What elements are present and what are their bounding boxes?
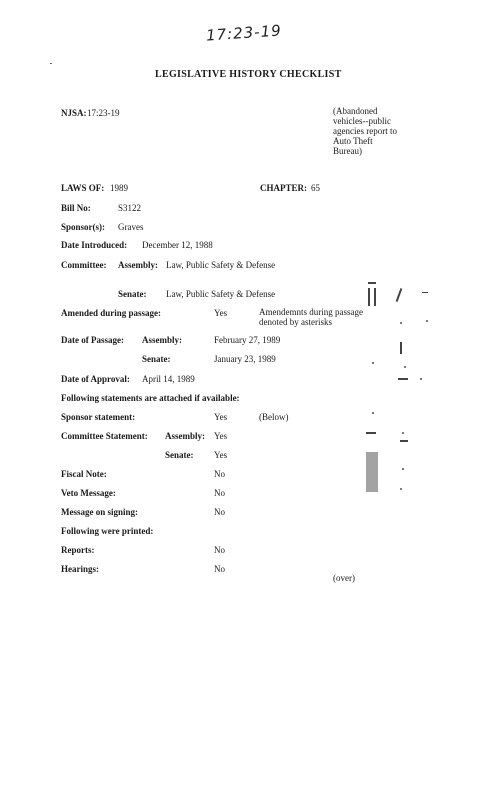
sponsor-statement-note: (Below) bbox=[259, 412, 289, 422]
laws-of-value: 1989 bbox=[110, 183, 128, 193]
passage-senate-label: Senate: bbox=[142, 354, 171, 364]
sponsors-value: Graves bbox=[118, 222, 144, 232]
committee-label: Committee: bbox=[61, 260, 107, 270]
passage-assembly-value: February 27, 1989 bbox=[214, 335, 281, 345]
bill-no-label: Bill No: bbox=[61, 203, 91, 213]
message-on-signing-value: No bbox=[214, 507, 225, 517]
page-title: LEGISLATIVE HISTORY CHECKLIST bbox=[155, 69, 342, 80]
cs-senate-value: Yes bbox=[214, 450, 228, 460]
fiscal-note-value: No bbox=[214, 469, 225, 479]
reports-value: No bbox=[214, 545, 225, 555]
over-note: (over) bbox=[333, 573, 355, 583]
date-introduced-label: Date Introduced: bbox=[61, 240, 128, 250]
laws-of-label: LAWS OF: bbox=[61, 183, 105, 193]
njsa-label: NJSA: bbox=[61, 108, 87, 118]
statute-description bbox=[333, 106, 443, 156]
committee-assembly-label: Assembly: bbox=[118, 260, 158, 270]
chapter-value: 65 bbox=[311, 183, 320, 193]
description-line: vehicles--public bbox=[333, 116, 391, 126]
committee-senate-value: Law, Public Safety & Defense bbox=[166, 289, 276, 299]
cs-senate-label: Senate: bbox=[165, 450, 194, 460]
date-of-approval-label: Date of Approval: bbox=[61, 374, 130, 384]
description-line: Auto Theft bbox=[333, 136, 373, 146]
amended-note: Amendemnts during passage denoted by asterisks bbox=[259, 307, 363, 327]
cs-assembly-label: Assembly: bbox=[165, 431, 205, 441]
chapter-label: CHAPTER: bbox=[260, 183, 307, 193]
committee-statement-label: Committee Statement: bbox=[61, 431, 148, 441]
sponsor-statement-label: Sponsor statement: bbox=[61, 412, 136, 422]
sponsor-statement-value: Yes bbox=[214, 412, 228, 422]
description-line: agencies report to bbox=[333, 126, 397, 136]
message-on-signing-label: Message on signing: bbox=[61, 507, 139, 517]
committee-assembly-value: Law, Public Safety & Defense bbox=[166, 260, 276, 270]
description-line: (Abandoned bbox=[333, 106, 378, 116]
amended-label: Amended during passage: bbox=[61, 308, 162, 318]
njsa-value: 17:23-19 bbox=[87, 108, 120, 118]
veto-message-value: No bbox=[214, 488, 225, 498]
sponsors-label: Sponsor(s): bbox=[61, 222, 106, 232]
reports-label: Reports: bbox=[61, 545, 95, 555]
margin-mark bbox=[50, 63, 52, 64]
cs-assembly-value: Yes bbox=[214, 431, 228, 441]
date-of-approval-value: April 14, 1989 bbox=[142, 374, 195, 384]
date-introduced-value: December 12, 1988 bbox=[142, 240, 213, 250]
scan-artifacts bbox=[360, 282, 450, 512]
committee-senate-label: Senate: bbox=[118, 289, 147, 299]
amended-value: Yes bbox=[214, 308, 228, 318]
hearings-value: No bbox=[214, 564, 225, 574]
printed-header: Following were printed: bbox=[61, 526, 154, 536]
handwritten-citation: 17:23-19 bbox=[205, 21, 283, 45]
statements-header: Following statements are attached if available: bbox=[61, 393, 240, 403]
bill-no-value: S3122 bbox=[118, 203, 142, 213]
veto-message-label: Veto Message: bbox=[61, 488, 116, 498]
passage-senate-value: January 23, 1989 bbox=[214, 354, 276, 364]
passage-assembly-label: Assembly: bbox=[142, 335, 182, 345]
fiscal-note-label: Fiscal Note: bbox=[61, 469, 107, 479]
date-of-passage-label: Date of Passage: bbox=[61, 335, 124, 345]
description-line: Bureau) bbox=[333, 146, 362, 156]
hearings-label: Hearings: bbox=[61, 564, 99, 574]
